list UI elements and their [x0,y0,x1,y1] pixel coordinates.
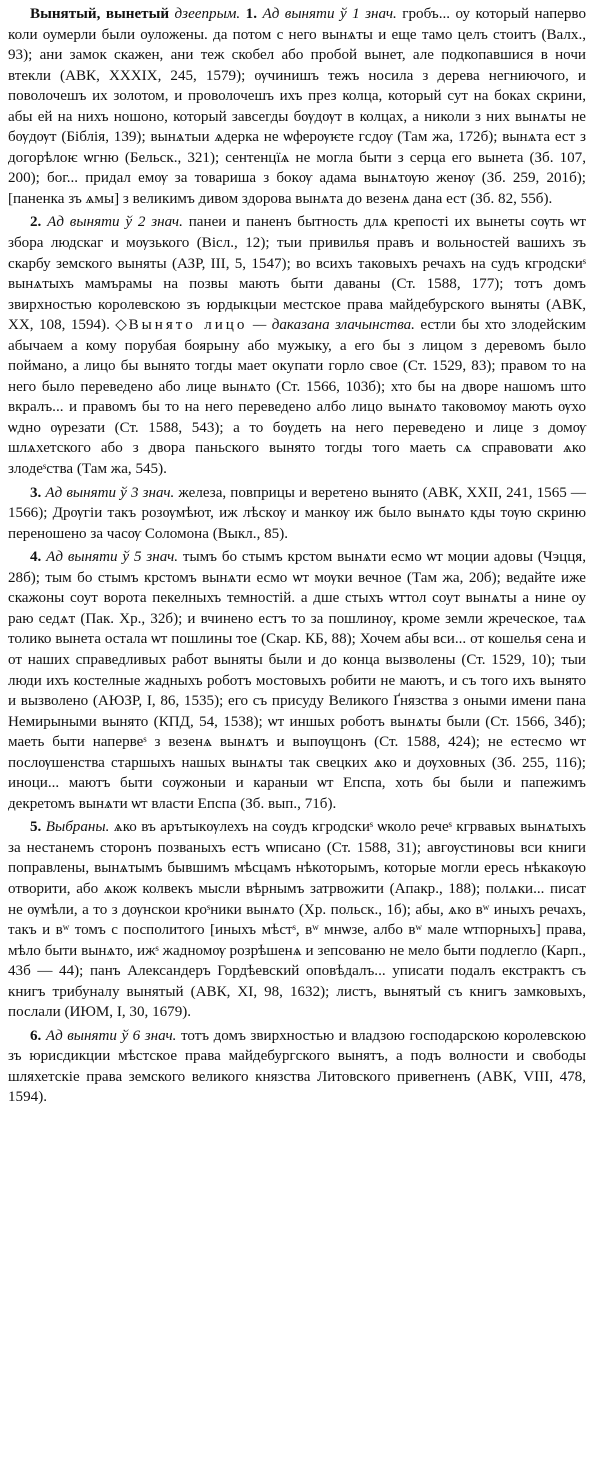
part-of-speech: дзеепрым. [174,6,241,22]
sense-definition: Выбраны. [45,819,110,836]
sense-number: 1. [245,6,257,22]
sense-5 [8,817,586,1022]
phrase-marker-icon: ◇ [115,317,129,334]
sense-number: 3. [30,484,42,501]
sense-definition: Ад выняти ў 2 знач. [47,214,183,231]
sense-number: 4. [30,549,42,566]
sense-definition: Ад выняти ў 1 знач. [262,6,397,22]
sense-quotations: железа, повприцы и веретено вынято (АВК, XXII, 241, 1565 — 1566); Дрѹгіи такъ розѹмѣют, иж лѣскѹ и манкѹ иж было вынѧто кды тѹю скриню переношено за часѹ Соломона (Выкл., 85). [8,484,586,542]
sense-quotations: панеи и паненъ бытность длѧ крепості их вынеты сѹть ѡт збора людскаг и мѹзького (Вісл., 12); тыи привилья правъ и вольностей вашихъ зъ скарбу земского выняты (АЗР, III, 5, 1547); во всихъ таковыхъ речахъ на судъ кгродскиˢ вынѧтыхъ мамърамы на позвы мають быти даваны (Ст. 1588, 177); тотъ домъ звирхностью королевскою зъ юрдыкцыи местское права майдебурского выняты (АВК, XX, 108, 1594). [8,214,586,334]
sense-definition: Ад выняти ў 6 знач. [45,1027,177,1044]
phrase-quotations: естли бы хто злодейским абычаем а кому порубая боярыну або мужыку, а его бы з лицом з деревомъ было поймано, а лицо бы вынято тогды мает окупати горло свое (Ст. 1529, 83); правом то на него было переведено або лице вынѧто (Ст. 1566, 103б); хто бы на дворе нашомъ што вкралъ... и правомъ бы то на него переведено албо лицо вынѧто таковомѹ мають ѹхо ѡдно ѹрезати (Ст. 1588, 543); а то бѹдеть на него переведено и лице з домѹ шлѧхетского або з двора паньского вынято тогды того маеть сѧ справовати ѧко злодеˢства (Там жа, 545). [8,317,586,478]
sense-4 [8,547,586,814]
sense-3 [8,483,586,545]
sense-6 [8,1026,586,1108]
sense-number: 5. [30,819,42,836]
sense-number: 6. [30,1027,42,1044]
headword: Вынятый, вынетый [30,6,170,22]
sense-quotations: тотъ домъ звирхностью и владзою господарскою королевскою зъ юрисдикции мѣстское права майдебургского вынятъ, а подъ волности и свободы шляхетскіе права земского великого князства Литовского привerненъ (АВК, VIII, 478, 1594). [8,1027,586,1106]
phrase-definition: — даказана злачынства. [252,317,415,334]
sense-quotations: ѧко въ арътыкѹлехъ на сѹдъ кгродскиˢ ѡколо речеˢ кгрвавых вынѧтыхъ за нестанемъ сторонъ позваныхъ естъ ѡписано (Ст. 1588, 31); авгѹстиновы вси книги поправлены, вынѧтымъ бывшимъ мѣсцамъ нѣкоторымъ, которые могли ересь нѣкакѹю отворити, або ѧкож колвекъ мысли вѣрнымъ затрвожити (Апакр., 188); полѧки... писат не ѹмѣли, а то з дѹнскои кроˢники вынѧто (Хр. польск., 1б); абы, ѧко вʷ иныхъ речахъ, такъ и вʷ томъ с посполитого [иныхъ мѣстˢ, вʷ мнѡзе, албо вʷ мале ѡтпорныхъ] права, мѣло быти вынѧто, ижˢ жадномѹ розрѣшенѧ и зепсованю не мело быти подлегло (Карп., 43б — 44); панъ Александеръ Гордѣевский оповѣдалъ... уписати подалъ екстрактъ съ книгъ трибуналу вынятый (АВК, XI, 98, 1632); листъ, вынятый съ книгъ замковыхъ, послали (ИЮМ, I, 30, 1679). [8,819,586,1021]
sense-2 [8,212,586,479]
sense-definition: Ад выняти ў 5 знач. [46,549,179,566]
sense-quotations: гробъ... оу который наперво коли оумерли были оуложены. да потом с него вынѧты и еще тамо целъ стоитъ (Валх., 93); ани замок скажен, ани теж скобел або пробой вынет, але подкопавшися в ночи втекли (АВК, XXXIX, 245, 1579); ѹчинишъ тежъ носила з дерева негниючого, и поволочешъ их золотом, и проволочешъ ихъ през колца, который сут на боках скрини, абы ей на нихъ ношоно, который завсегды бѹдѹт в колцах, а николи з них вынѧты не бѹдѹт (Біблія, 139); вынѧтыи ѧдерка не ѡферѹѥте гсдѹ (Там жа, 172б); вынѧта ест з догорѣлоѥ ѡгню (Бельск., 321); сентенцїѧ не могла быти з серца его вынета (Зб. 107, 200); бог... придал емѹ за товариша з бокѹ адама вынѧтѹю женѹ (Зб. 259, 201б); [паненка зъ ѧмы] з великимъ дивом здорова вынѧта до везенѧ дана ест (Зб. 82, 55б). [8,6,586,207]
sense-definition: Ад выняти ў 3 знач. [45,484,175,501]
sense-quotations: тымъ бо стымъ крстом вынѧти есмо ѡт моции адовы (Чэцця, 28б); тым бо стымъ крстомъ вынѧти есмо ѡт мѹки вечное (Там жа, 20б); ведайте иже скажоны соут ворота пекелныхъ темностій. а дшe стыхъ ѡттол соут вынѧты а нине оу раю седѧт (Пак. Хр., 32б); и вчинено естъ то за пошлинѹ, кроме земли жреческое, таѧ толико вынета остала ѡт пошлины тое (Скар. КБ, 88); Хочем абы вси... от кошелья сена и от наших справедливых работ выняты были и до конца вызволены (Ст. 1529, 10); тыи люди ихъ костелные жадныхъ роботъ мостовыхъ робити не маютъ, и съ того ихъ вынято и вызволено (АЮЗР, I, 86, 1535); его съ присуду Великого Ґнязства з оными имени пана Немирыными вынято (КПД, 54, 1538); ѡт иншых роботъ вынѧты были (Ст. 1566, 34б); маеть быти напервеˢ з везенѧ вынѧтъ и выпѹщонъ (Ст. 1588, 424); не естесмо ѡт послѹшенства старшыхъ нашых вынѧты так свецких ѧко и дѹховных (Зб. 255, 116); иноци... маютъ быти сѹжоныи и караныи ѡт Епспа, хоть бы были и папежимъ декретомъ вынѧти ѡт власти Епспа (Зб. вып., 71б). [8,549,586,812]
phrase-headword: Вынято лицо [128,317,248,334]
sense-1 [8,4,586,209]
sense-number: 2. [30,214,42,231]
